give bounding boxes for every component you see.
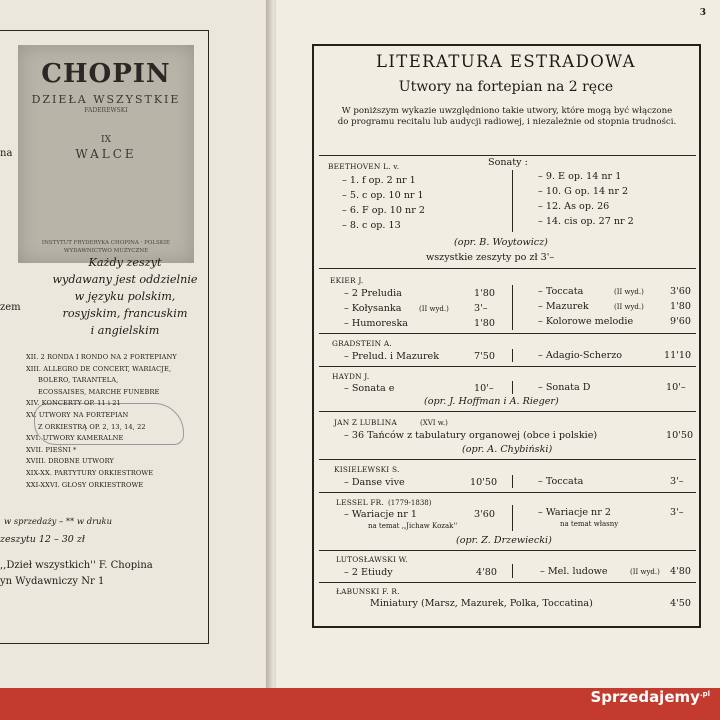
arranger: (opr. Z. Drzewiecki) [456, 535, 552, 546]
volume-item: XII. 2 RONDA I RONDO NA 2 FORTEPIANY [26, 353, 177, 361]
divider [319, 155, 696, 156]
column-divider [512, 349, 513, 362]
volume-item: ECOSSAISES, MARCHE FUNEBRE [38, 387, 160, 396]
work-title: – 12. As op. 26 [538, 201, 610, 212]
footer-line: yn Wydawniczy Nr 1 [0, 576, 105, 587]
divider [319, 333, 696, 334]
volume-item: XXI-XXVI. GŁOSY ORKIESTROWE [26, 480, 144, 489]
price: 10'50 [470, 477, 498, 488]
price: 3'– [670, 476, 684, 487]
work-title: – Toccata [538, 286, 584, 297]
edition-description [40, 254, 210, 339]
edition-note: (II wyd.) [630, 568, 660, 576]
work-title: – 9. E op. 14 nr 1 [538, 171, 622, 182]
column-divider [512, 170, 513, 232]
column-divider [512, 285, 513, 330]
divider [319, 582, 696, 583]
period: (XVI w.) [420, 419, 448, 427]
edition-note: (II wyd.) [614, 288, 644, 296]
cover-title: CHOPIN [41, 59, 171, 89]
price-note: wszystkie zeszyty po zł 3'– [426, 252, 555, 263]
dates: (1779-1838) [388, 499, 432, 507]
price: 3'– [474, 303, 488, 314]
intro-line: do programu recitalu lub audycji radiowej, i niezależnie od stopnia trudności. [337, 117, 677, 127]
cover-work: WALCE [75, 147, 137, 161]
work-note: na temat ,,Jichaw Kozak'' [368, 522, 458, 530]
work-title: – Kołysanka [344, 303, 402, 314]
composer-name: LUTOSŁAWSKI W. [336, 555, 408, 564]
price: 1'80 [474, 288, 495, 299]
work-title: – 2 Preludia [344, 288, 402, 299]
price: 9'60 [670, 316, 691, 327]
volume-item: XVII. PIEŚNI * [26, 445, 77, 454]
divider [319, 459, 696, 460]
intro-line: W poniższym wykazie uwzględniono takie utwory, które mogą być włączone [341, 106, 673, 116]
work-title: Miniatury (Marsz, Mazurek, Polka, Toccatina) [370, 598, 593, 609]
work-title: – Prelud. i Mazurek [344, 351, 440, 362]
watermark-suffix: .pl [699, 690, 710, 698]
page-subtitle: Utwory na fortepian na 2 ręce [398, 79, 614, 95]
column-divider [512, 564, 513, 578]
work-title: – Sonata e [344, 383, 395, 394]
page-title: LITERATURA ESTRADOWA [376, 52, 636, 71]
arranger: (opr. A. Chybiński) [462, 444, 553, 455]
volume-item: Z ORKIESTRĄ OP. 2, 13, 14, 22 [38, 422, 146, 431]
volume-list [26, 352, 206, 491]
cover-subtitle: DZIEŁA WSZYSTKIE [31, 93, 181, 106]
arranger: (opr. J. Hoffman i A. Rieger) [424, 396, 559, 407]
work-title: – Sonata D [538, 382, 591, 393]
work-title: – 6. F op. 10 nr 2 [342, 205, 425, 216]
price: 10'– [474, 383, 494, 394]
text-fragment: zem [0, 302, 21, 313]
volume-item: XIII. ALLEGRO DE CONCERT, WARIACJE, [26, 364, 172, 373]
work-title: – 10. G op. 14 nr 2 [538, 186, 629, 197]
column-divider [512, 381, 513, 394]
intro-text [318, 106, 696, 128]
edition-note: (II wyd.) [419, 305, 449, 313]
price: 3'60 [474, 509, 495, 520]
work-title: – Toccata [538, 476, 584, 487]
price: 10'– [666, 382, 686, 393]
desc-line: Każdy zeszyt [88, 256, 162, 269]
work-title: – Humoreska [344, 318, 408, 329]
volume-item: XV. UTWORY NA FORTEPIAN [26, 410, 129, 419]
cover-institute: INSTYTUT FRYDERYKA CHOPINA · POLSKIE WYDAWNICTWO MUZYCZNE [41, 240, 171, 254]
price: 10'50 [666, 430, 694, 441]
watermark-logo [590, 688, 710, 706]
text-fragment: na [0, 148, 13, 159]
watermark-text: Sprzedajemy [590, 688, 700, 706]
cover-volume: IX [101, 135, 111, 145]
work-title: – 36 Tańców z tabulatury organowej (obce i polskie) [344, 430, 598, 441]
divider [319, 268, 696, 269]
volume-item: BOLERO, TARANTELA, [38, 376, 119, 385]
price: 7'50 [474, 351, 495, 362]
work-title: – Wariacje nr 1 [344, 509, 417, 520]
divider [319, 492, 696, 493]
work-title: – Mazurek [538, 301, 589, 312]
column-divider [512, 475, 513, 488]
composer-name: KISIELEWSKI S. [334, 465, 400, 474]
composer-name: JAN Z LUBLINA [334, 418, 397, 427]
left-page [0, 0, 268, 690]
column-divider [512, 505, 513, 531]
composer-name: BEETHOVEN L. v. [328, 162, 400, 171]
price: 4'80 [670, 566, 691, 577]
divider [319, 366, 696, 367]
work-title: – Adagio-Scherzo [538, 350, 623, 361]
edition-note: (II wyd.) [614, 303, 644, 311]
page-number: 3 [699, 8, 706, 18]
composer-name: GRADSTEIN A. [332, 339, 392, 348]
desc-line: w języku polskim, [74, 290, 176, 303]
cover-editor: FADEREWSKI [84, 107, 128, 114]
desc-line: wydawany jest oddzielnie [52, 273, 198, 286]
availability-legend: w sprzedaży – ** w druku [4, 516, 112, 526]
work-title: – 8. c op. 13 [342, 220, 401, 231]
volume-item: XVI. UTWORY KAMERALNE [26, 434, 124, 443]
composer-name: LESSEL FR. [336, 498, 384, 507]
work-note: na temat własny [560, 520, 619, 528]
price-range: zeszytu 12 – 30 zł [0, 534, 85, 545]
volume-item: XIX-XX. PARTYTURY ORKIESTROWE [26, 468, 154, 477]
desc-line: rosyjskim, francuskim [62, 307, 188, 320]
book-cover-image [18, 45, 194, 263]
price: 3'60 [670, 286, 691, 297]
work-title: – 1. f op. 2 nr 1 [342, 175, 416, 186]
price: 1'80 [670, 301, 691, 312]
price: 4'50 [670, 598, 691, 609]
work-title: – 14. cis op. 27 nr 2 [538, 216, 634, 227]
work-title: – 5. c op. 10 nr 1 [342, 190, 424, 201]
arranger: (opr. B. Woytowicz) [454, 237, 548, 248]
divider [319, 411, 696, 412]
price: 11'10 [664, 350, 692, 361]
work-title: – Danse vive [344, 477, 405, 488]
footer-line: ,,Dzieł wszystkich'' F. Chopina [0, 560, 153, 571]
composer-name: ŁABUNSKI F. R. [336, 587, 400, 596]
volume-item: XVIII. DROBNE UTWORY [26, 457, 114, 466]
work-title: – Wariacje nr 2 [538, 507, 611, 518]
price: 3'– [670, 507, 684, 518]
desc-line: i angielskim [90, 324, 160, 337]
composer-name: HAYDN J. [332, 372, 370, 381]
composer-name: EKIER J. [330, 276, 364, 285]
divider [319, 550, 696, 551]
price: 4'80 [476, 567, 497, 578]
price: 1'80 [474, 318, 495, 329]
volume-item: XIV. KONCERTY OP. 11 i 21 [26, 399, 121, 408]
work-title: – Mel. ludowe [540, 566, 608, 577]
section-label: Sonaty : [488, 157, 528, 168]
work-title: – Kolorowe melodie [538, 316, 634, 327]
work-title: – 2 Etiudy [344, 567, 393, 578]
